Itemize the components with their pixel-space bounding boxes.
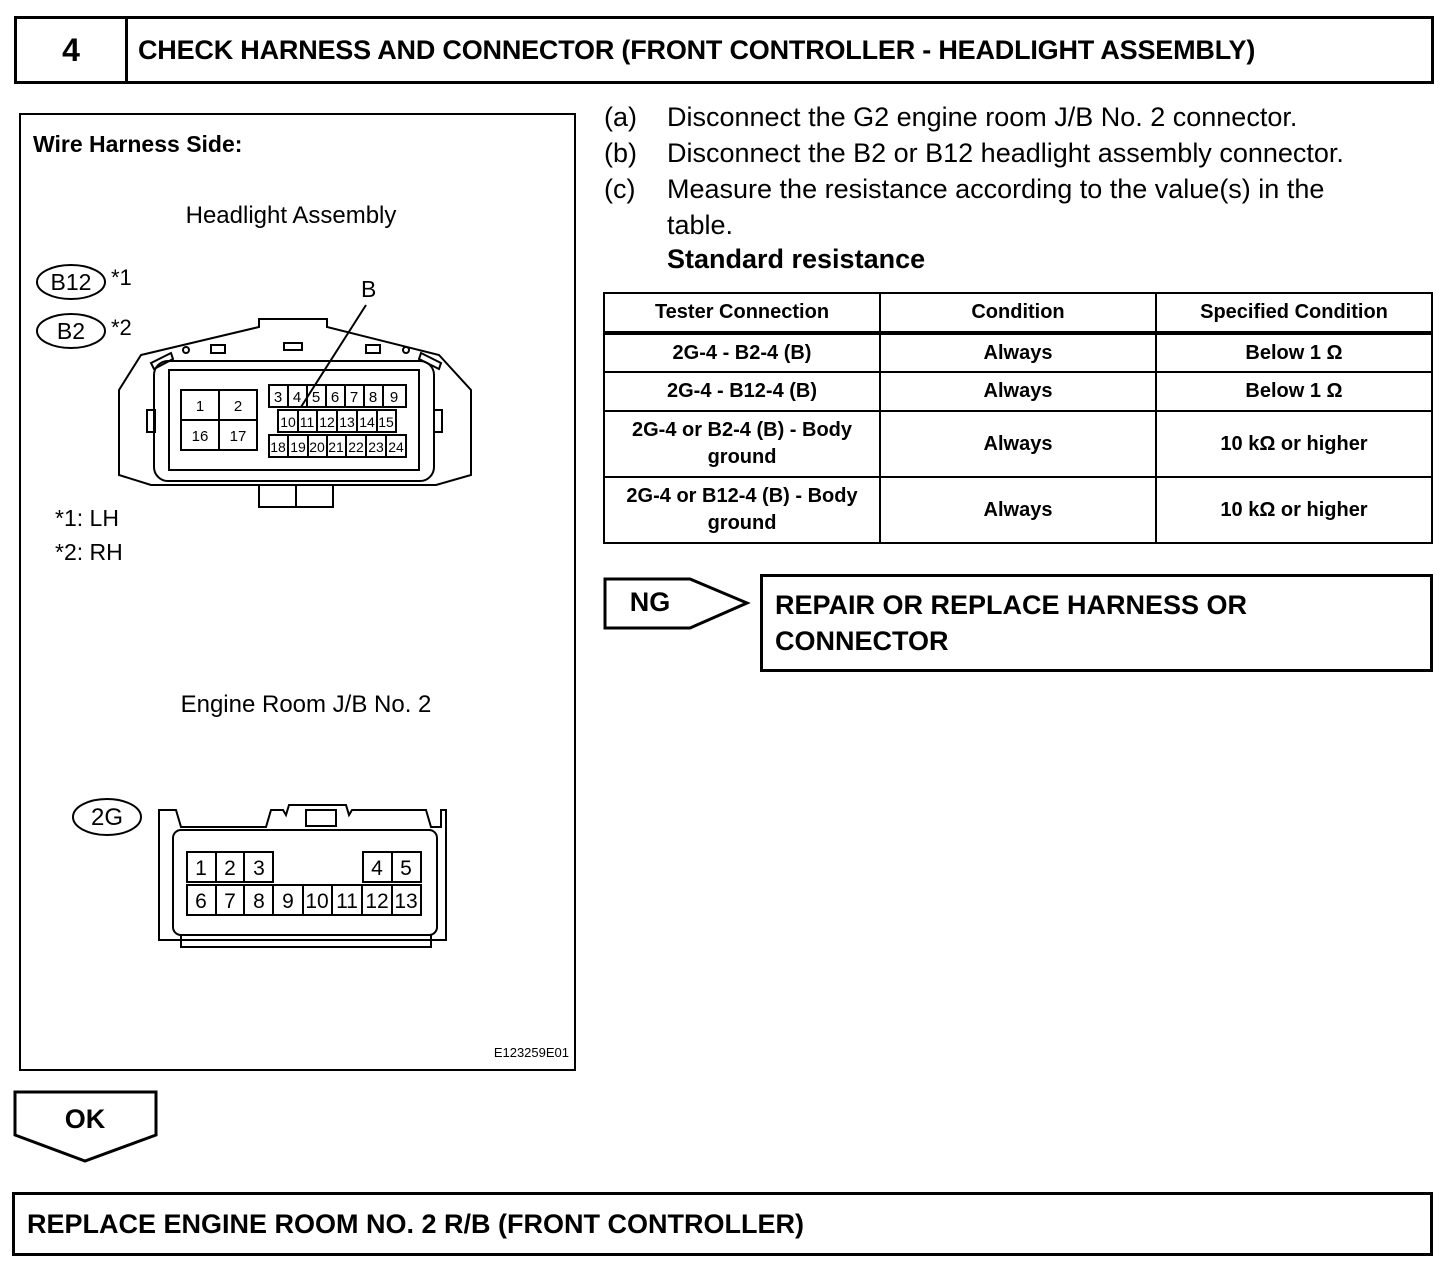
pin: 7 bbox=[349, 389, 359, 406]
ok-arrow bbox=[13, 1090, 159, 1164]
pin: 2 bbox=[224, 857, 236, 880]
ok-label: OK bbox=[64, 1104, 106, 1134]
note-ref-2: *2 bbox=[111, 315, 132, 340]
wire-harness-side-label: Wire Harness Side: bbox=[33, 131, 243, 157]
pin: 24 bbox=[388, 439, 404, 455]
table-row bbox=[604, 477, 1432, 543]
table-header-row bbox=[604, 293, 1432, 333]
pin: 11 bbox=[336, 890, 358, 913]
pin: 5 bbox=[400, 857, 412, 880]
pin: 10 bbox=[305, 890, 329, 913]
pin: 18 bbox=[270, 439, 286, 455]
pin: 14 bbox=[359, 414, 375, 430]
table-cell: 2G-4 or B2-4 (B) - Body ground bbox=[604, 411, 880, 477]
connector-figure bbox=[19, 113, 576, 1071]
pin: 9 bbox=[389, 389, 399, 406]
ng-label: NG bbox=[629, 587, 671, 617]
pin: 22 bbox=[348, 439, 364, 455]
pin: 12 bbox=[319, 414, 335, 430]
connector-b12-tag bbox=[37, 265, 105, 299]
final-action-box: REPLACE ENGINE ROOM NO. 2 R/B (FRONT CONTROLLER) bbox=[12, 1192, 1433, 1256]
table-cell: 10 kΩ or higher bbox=[1156, 477, 1432, 543]
table-cell: Always bbox=[880, 411, 1156, 477]
resistance-table bbox=[603, 292, 1433, 544]
pin: 8 bbox=[253, 890, 265, 913]
pin: 1 bbox=[195, 857, 207, 880]
table-row bbox=[604, 372, 1432, 411]
table-cell: Below 1 Ω bbox=[1156, 333, 1432, 372]
pin: 17 bbox=[229, 428, 247, 445]
pin: 2 bbox=[233, 398, 243, 415]
table-cell: Always bbox=[880, 333, 1156, 372]
pin: 20 bbox=[309, 439, 325, 455]
ng-action-box: REPAIR OR REPLACE HARNESS OR CONNECTOR bbox=[760, 574, 1433, 672]
figure-code: E123259E01 bbox=[493, 1045, 569, 1060]
ng-arrow bbox=[602, 576, 754, 632]
pin: 19 bbox=[290, 439, 306, 455]
note-ref-1: *1 bbox=[111, 265, 132, 290]
jb-title: Engine Room J/B No. 2 bbox=[180, 691, 432, 718]
pin: 12 bbox=[365, 890, 389, 913]
step-header bbox=[14, 16, 1434, 84]
pin: 3 bbox=[253, 857, 265, 880]
headlight-connector bbox=[119, 319, 471, 507]
pin: 4 bbox=[292, 389, 302, 406]
connector-2g-tag bbox=[73, 799, 141, 835]
table-cell: 10 kΩ or higher bbox=[1156, 411, 1432, 477]
connector-b2-tag bbox=[37, 314, 105, 348]
pin: 9 bbox=[282, 890, 294, 913]
pin: 3 bbox=[273, 389, 283, 406]
table-cell: Always bbox=[880, 477, 1156, 543]
pin: 16 bbox=[191, 428, 209, 445]
pin: 15 bbox=[378, 414, 394, 430]
standard-resistance-label: Standard resistance bbox=[667, 244, 926, 274]
pin: 11 bbox=[299, 414, 315, 430]
pin: 23 bbox=[368, 439, 384, 455]
pin: 10 bbox=[280, 414, 296, 430]
pin: 6 bbox=[195, 890, 207, 913]
table-cell: 2G-4 or B12-4 (B) - Body ground bbox=[604, 477, 880, 543]
table-cell: 2G-4 - B2-4 (B) bbox=[604, 333, 880, 372]
table-cell: 2G-4 - B12-4 (B) bbox=[604, 372, 880, 411]
pin: 13 bbox=[339, 414, 355, 430]
table-cell: Always bbox=[880, 372, 1156, 411]
step-title: CHECK HARNESS AND CONNECTOR (FRONT CONTROLLER - HEADLIGHT ASSEMBLY) bbox=[138, 34, 1256, 65]
note-lh: *1: LH bbox=[55, 505, 119, 531]
pin: 21 bbox=[328, 439, 344, 455]
note-rh: *2: RH bbox=[55, 539, 123, 565]
headlight-assembly-title: Headlight Assembly bbox=[185, 202, 397, 229]
pin: 6 bbox=[330, 389, 340, 406]
table-header: Condition bbox=[880, 293, 1156, 333]
svg-text:B2: B2 bbox=[56, 318, 86, 344]
pin: 5 bbox=[311, 389, 321, 406]
table-row bbox=[604, 411, 1432, 477]
svg-text:B12: B12 bbox=[50, 269, 92, 295]
pin: 8 bbox=[368, 389, 378, 406]
step-number: 4 bbox=[17, 19, 128, 81]
pin: 7 bbox=[224, 890, 236, 913]
svg-text:2G: 2G bbox=[90, 804, 124, 831]
pin: 4 bbox=[371, 857, 383, 880]
table-cell: Below 1 Ω bbox=[1156, 372, 1432, 411]
pointer-label-b: B bbox=[361, 276, 377, 302]
table-header: Tester Connection bbox=[604, 293, 880, 333]
pin: 13 bbox=[394, 890, 418, 913]
pin: 1 bbox=[195, 398, 205, 415]
table-row bbox=[604, 333, 1432, 372]
table-header: Specified Condition bbox=[1156, 293, 1432, 333]
